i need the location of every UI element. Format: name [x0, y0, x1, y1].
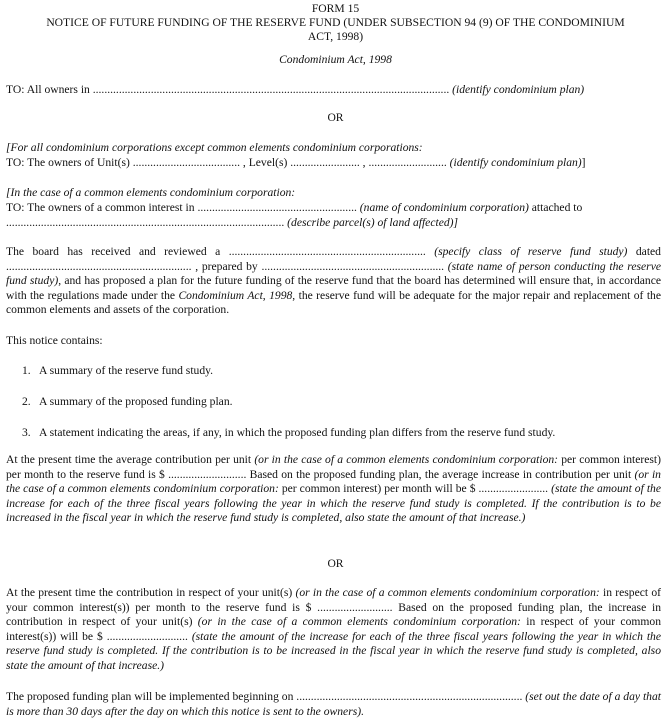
common-line1-end: attached to	[528, 201, 583, 214]
unit-text-3: per common interest) per month will be $ ........................	[278, 482, 552, 496]
form-title-line1: NOTICE OF FUTURE FUNDING OF THE RESERVE FUND (UNDER SUBSECTION 94 (9) OF THE CONDOMINIUM	[46, 16, 625, 29]
board-text-2: dated ................................................................ , prepared by ...............................................................	[6, 245, 661, 273]
unit-text-2: per common interest) per month to the reserve fund is $ ........................... Based on the proposed funding plan, the average increase in contribution per unit	[6, 453, 661, 481]
contains-intro: This notice contains:	[6, 334, 103, 347]
board-text-3: , and has proposed a plan for the future funding of the reserve fund that the board has determined will ensure that, in accordance with the regulations made under the	[6, 274, 661, 302]
unit-note-3: (state the amount of the increase for each of the three fiscal years following the year in which the reserve fund study is completed. If the contribution is to be increased in the fiscal year in which the reserve fund study is completed, also state the amount of that increase.)	[6, 482, 661, 525]
yours-note-2: (or in the case of a common elements condominium corporation:	[197, 615, 521, 629]
item-number: 1.	[22, 364, 31, 377]
board-paragraph	[6, 245, 661, 318]
board-act-name: Condominium Act, 1998	[178, 288, 293, 302]
units-line-note: (identify condominium plan)	[449, 156, 582, 169]
common-block-line2	[6, 216, 661, 231]
common-block-intro: [In the case of a common elements condominium corporation:	[6, 186, 296, 199]
yours-text-1: At the present time the contribution in respect of your unit(s)	[6, 586, 296, 599]
to-all-owners-line: TO: All owners in ...........................................................................................................................	[6, 83, 450, 96]
contains-item-2	[22, 395, 233, 410]
contains-item-1	[22, 364, 213, 379]
implementation-text: The proposed funding plan will be implemented beginning on ..............................................................................	[6, 690, 526, 703]
common-line1-text: TO: The owners of a common interest in .......................................................	[6, 201, 357, 214]
board-text-1: The board has received and reviewed a ....................................................................	[6, 245, 435, 258]
item-text: A summary of the reserve fund study.	[39, 364, 214, 377]
unit-text-1: At the present time the average contribution per unit	[6, 453, 255, 466]
units-block-line	[6, 156, 661, 171]
implementation-paragraph	[6, 690, 661, 719]
yours-note-1: (or in the case of a common elements condominium corporation:	[295, 586, 600, 599]
your-contribution-paragraph	[6, 586, 661, 674]
common-line2-note: (describe parcel(s) of land affected)]	[287, 216, 459, 229]
units-line-text: TO: The owners of Unit(s) ..................................... , Level(s) ........................ , ...........................	[6, 156, 447, 169]
form-number: FORM 15	[311, 2, 360, 15]
units-block-intro: [For all condominium corporations except common elements condominium corporations:	[6, 141, 423, 154]
item-text: A summary of the proposed funding plan.	[39, 395, 233, 408]
yours-text-2: in respect of your common interest(s)) per month to the reserve fund is $ .......................... Based on the proposed funding plan, the increase in contribution in respect of your unit(s)	[6, 586, 661, 629]
common-line2-text: ................................................................................................	[6, 216, 285, 229]
form-title-line2: ACT, 1998)	[307, 30, 364, 43]
board-text-4: , the reserve fund will be adequate for the major repair and replacement of the common elements and assets of the corporation.	[6, 288, 661, 317]
yours-text-3: in respect of your common interest(s)) will be $ ............................	[6, 615, 661, 643]
board-note-person: (state name of person conducting the reserve fund study)	[6, 259, 661, 288]
common-line1-note: (name of condominium corporation)	[359, 201, 529, 214]
or-separator-1: OR	[327, 111, 344, 124]
item-number: 2.	[22, 395, 31, 408]
to-all-owners	[6, 83, 661, 98]
yours-note-3: (state the amount of the increase for each of the three fiscal years following the year in which the reserve fund study is completed. If the contribution is to be increased in the fiscal year in which the reserve fund study is completed, also state the amount of that increase.)	[6, 629, 661, 672]
units-line-close: ]	[581, 156, 586, 169]
or-separator-2: OR	[327, 557, 344, 570]
common-block-line1	[6, 201, 661, 216]
item-text: A statement indicating the areas, if any, in which the proposed funding plan differs from the reserve fund study.	[39, 426, 556, 439]
item-number: 3.	[22, 426, 31, 439]
implementation-note: (set out the date of a day that is more than 30 days after the day on which this notice is sent to the owners).	[6, 690, 661, 718]
unit-contribution-paragraph	[6, 453, 661, 526]
unit-note-1: (or in the case of a common elements condominium corporation:	[254, 453, 559, 466]
contains-item-3	[22, 426, 555, 441]
unit-note-2: (or in the case of a common elements condominium corporation:	[6, 467, 661, 496]
act-name: Condominium Act, 1998	[279, 53, 392, 66]
to-all-owners-note: (identify condominium plan)	[452, 83, 585, 96]
board-note-study-class: (specify class of reserve fund study)	[434, 245, 628, 258]
